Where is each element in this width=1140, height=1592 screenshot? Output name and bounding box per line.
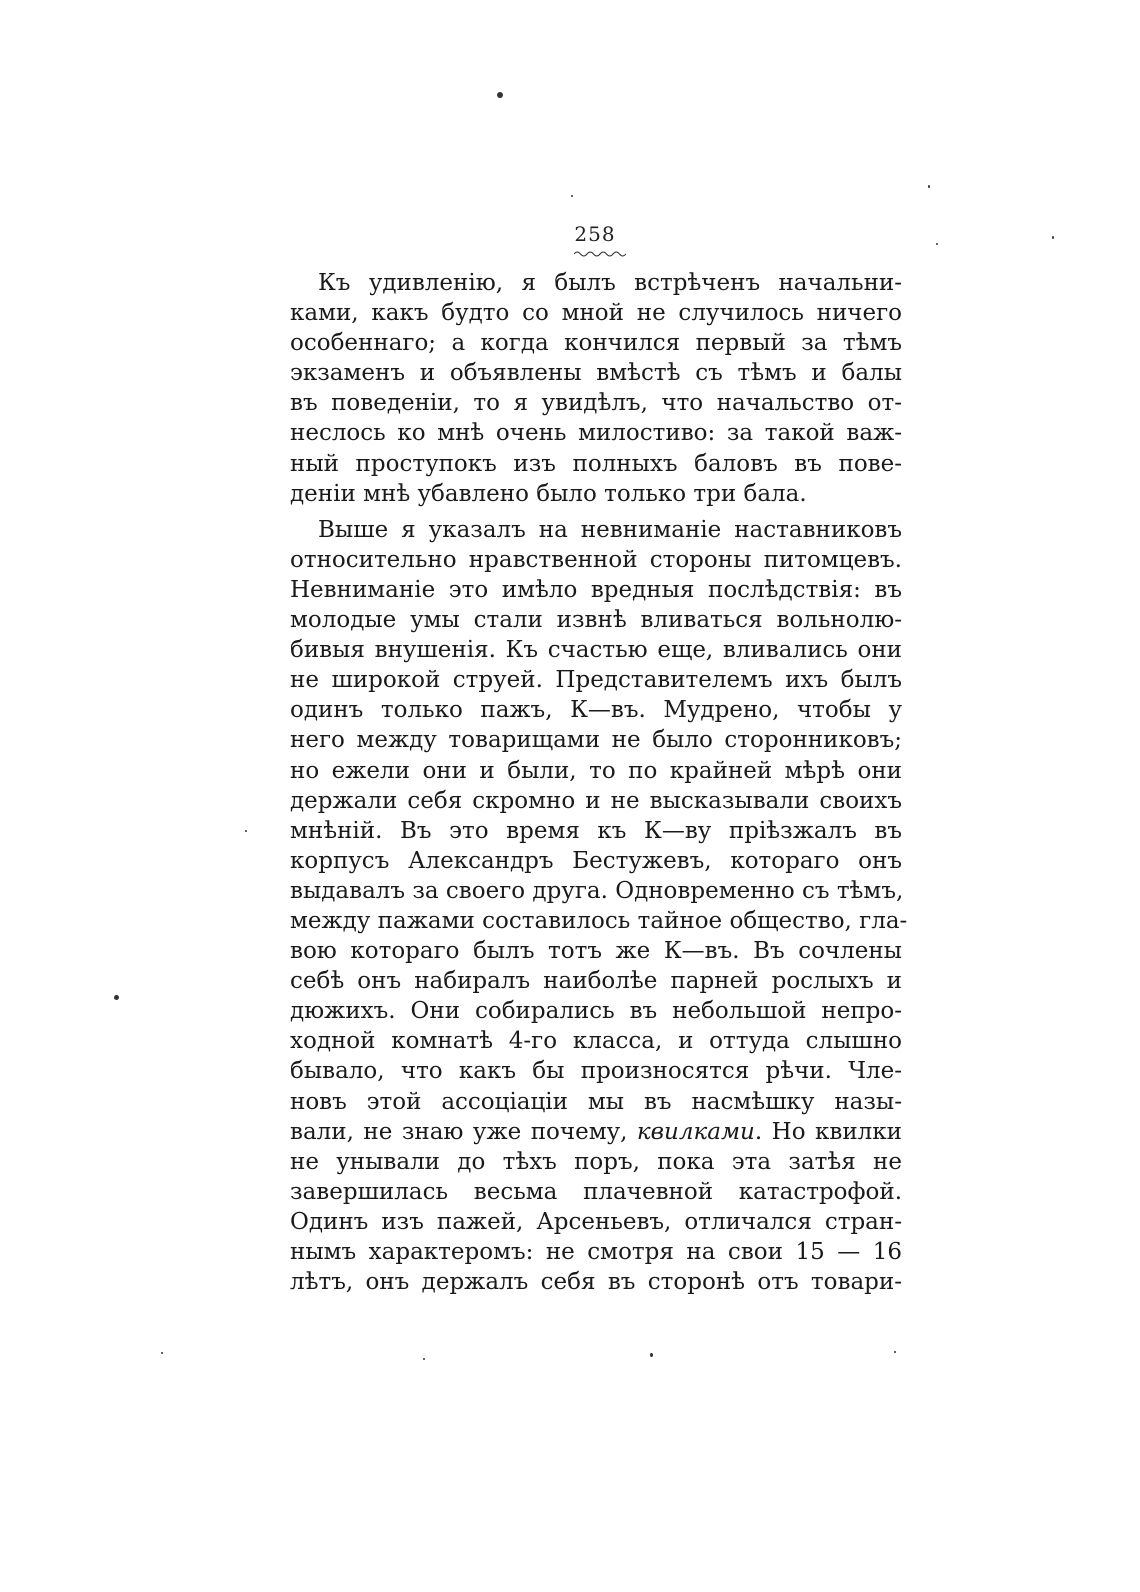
text-line: особеннаго; а когда кончился первый за тѣмъ (290, 330, 902, 357)
text-line: Одинъ изъ пажей, Арсеньевъ, отличался стран- (290, 1208, 902, 1235)
scan-speck (1052, 236, 1054, 239)
scan-speck (571, 195, 573, 197)
text-line: неслось ко мнѣ очень милостиво: за такой важ- (290, 420, 902, 447)
scan-speck (423, 1358, 425, 1360)
text-fragment: . Но квилки (754, 1118, 902, 1145)
text-line: деніи мнѣ убавлено было только три бала. (290, 480, 807, 507)
text-fragment: вали, не знаю уже почему, (290, 1118, 637, 1145)
text-line: него между товарищами не было сторонниковъ; (290, 727, 902, 754)
italic-term: квилками (636, 1118, 755, 1145)
text-line: вою котораго былъ тотъ же К—въ. Въ сочлены (290, 938, 902, 965)
text-line: корпусъ Александръ Бестужевъ, котораго онъ (290, 847, 902, 874)
text-line: ходной комнатѣ 4-го класса, и оттуда слышно (290, 1028, 902, 1055)
text-line: одинъ только пажъ, К—въ. Мудрено, чтобы у (290, 697, 902, 724)
scan-speck (936, 243, 938, 245)
text-line: выдавалъ за своего друга. Одновременно съ тѣмъ, (290, 877, 904, 904)
text-line: въ поведеніи, то я увидѣлъ, что начальство от- (290, 390, 902, 417)
wavy-ornament (574, 250, 626, 258)
text-line: завершилась весьма плачевной катастрофой. (290, 1178, 902, 1205)
scan-speck (114, 995, 119, 1000)
text-line: ками, какъ будто со мной не случилось ничего (290, 300, 902, 327)
scan-speck (650, 1353, 653, 1357)
text-line: держали себя скромно и не высказывали своихъ (290, 787, 902, 814)
text-line: бывало, что какъ бы произносятся рѣчи. Чле- (290, 1058, 902, 1085)
text-line: себѣ онъ набиралъ наиболѣе парней рослыхъ и (290, 968, 902, 995)
text-line: не унывали до тѣхъ поръ, пока эта затѣя не (290, 1148, 902, 1175)
scan-speck (497, 92, 503, 98)
scan-speck (894, 1351, 896, 1353)
text-line: Невниманіе это имѣло вредныя послѣдствія: въ (290, 576, 902, 603)
text-line: между пажами составилось тайное общество, гла- (290, 907, 908, 934)
text-line: ный проступокъ изъ полныхъ баловъ въ пове- (290, 450, 902, 477)
text-line: мнѣній. Въ это время къ К—ву пріѣзжалъ въ (290, 817, 902, 844)
scan-speck (245, 830, 247, 832)
paragraph-2 (290, 515, 908, 1297)
scan-speck (928, 185, 930, 188)
text-line: Выше я указалъ на невниманіе наставниковъ (318, 516, 902, 543)
text-line: не широкой струей. Представителемъ ихъ былъ (290, 667, 902, 694)
text-line: лѣтъ, онъ держалъ себя въ сторонѣ отъ товари- (290, 1269, 902, 1296)
body-text (290, 268, 908, 1297)
text-line: нымъ характеромъ: не смотря на свои 15 — 16 (290, 1239, 902, 1265)
text-line: экзаменъ и объявлены вмѣстѣ съ тѣмъ и балы (290, 360, 902, 387)
text-line-with-italic (290, 1117, 902, 1147)
page-number: 258 (574, 222, 616, 246)
text-line: бивыя внушенія. Къ счастью еще, вливались они (290, 637, 902, 664)
text-line: Къ удивленію, я былъ встрѣченъ начальни- (318, 270, 902, 296)
text-line: дюжихъ. Они собирались въ небольшой непро- (290, 998, 902, 1025)
text-line: новъ этой ассоціаціи мы въ насмѣшку назы- (290, 1088, 902, 1115)
text-line: молодые умы стали извнѣ вливаться вольнолю- (290, 607, 902, 634)
scan-speck (161, 1352, 163, 1354)
paragraph-1 (290, 268, 902, 509)
text-line: но ежели они и были, то по крайней мѣрѣ они (290, 757, 902, 784)
text-line: относительно нравственной стороны питомцевъ. (290, 546, 902, 573)
